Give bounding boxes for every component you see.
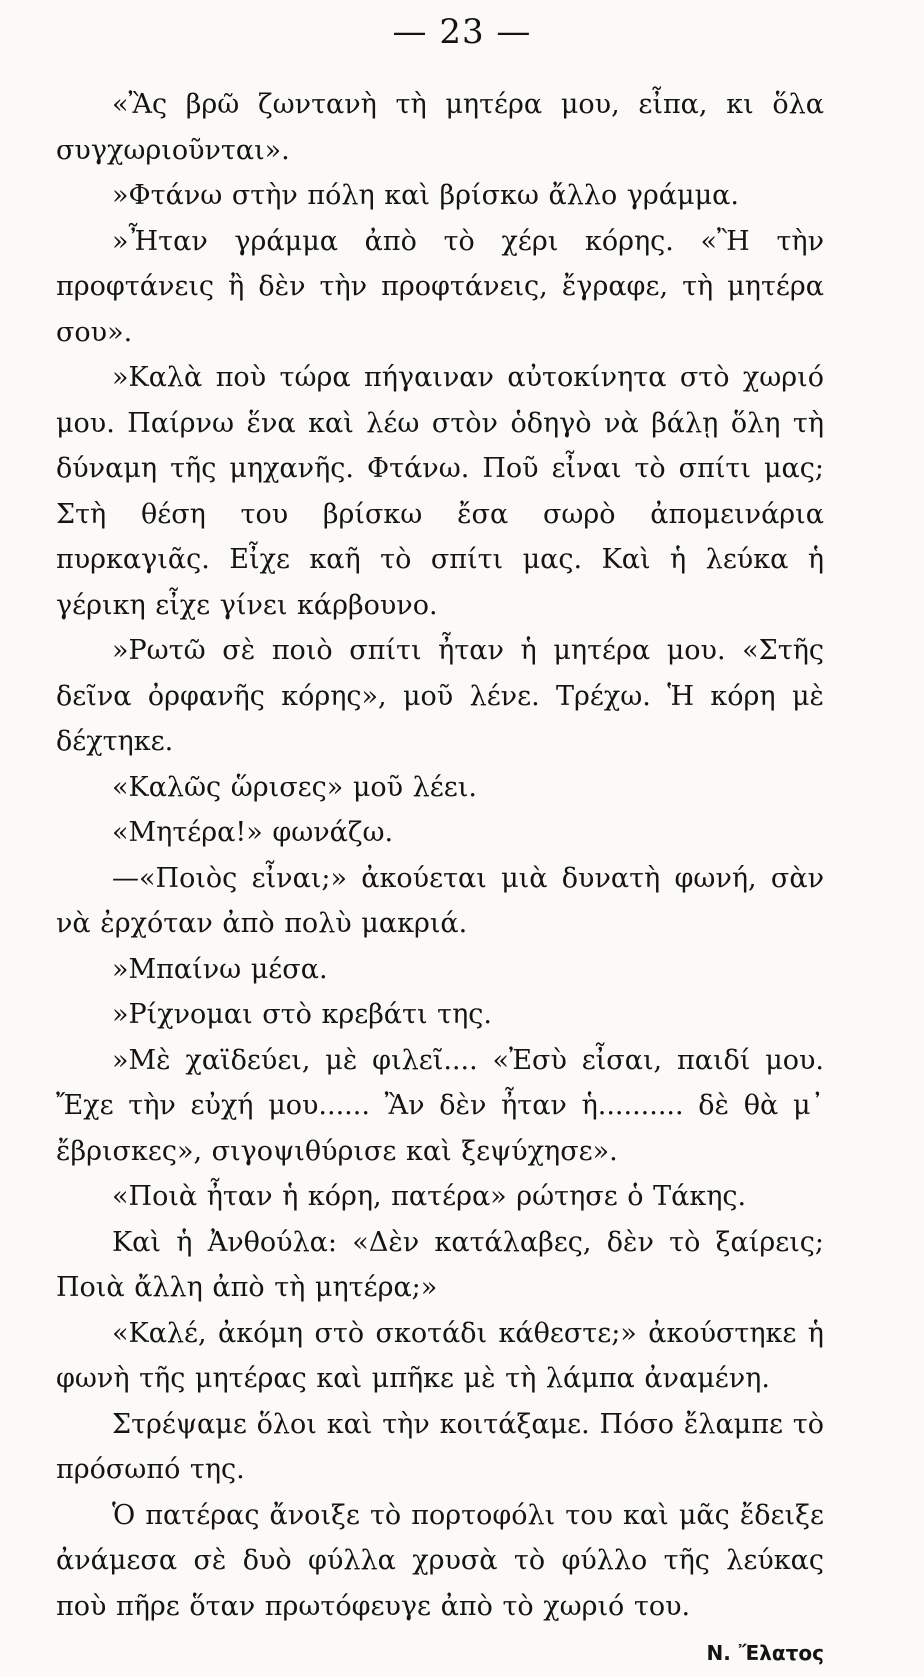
paragraph: Στρέψαμε ὅλοι καὶ τὴν κοιτάξαμε. Πόσο ἔλαμπε τὸ πρόσωπό της. — [56, 1408, 824, 1485]
paragraph-text: Ὁ πατέρας ἄνοιξε τὸ πορτοφόλι του καὶ μᾶς ἔδειξε ἀνάμεσα σὲ δυὸ φύλλα χρυσὰ τὸ φύλλο τῆς λεύκας ποὺ πῆρε ὅταν πρωτόφευγε ἀπὸ τὸ χωριό του. — [56, 1499, 824, 1622]
paragraph: «Ποιὰ ἦταν ἡ κόρη, πατέρα» ρώτησε ὁ Τάκης. — [112, 1181, 747, 1212]
paragraph: »Ρωτῶ σὲ ποιὸ σπίτι ἦταν ἡ μητέρα μου. «Στῆς δεῖνα ὀρφανῆς κόρης», μοῦ λένε. Τρέχω. Ἡ κόρη μὲ δέχτηκε. — [56, 635, 824, 757]
paragraph: «Καλέ, ἀκόμη στὸ σκοτάδι κάθεστε;» ἀκούστηκε ἡ φωνὴ τῆς μητέρας καὶ μπῆκε μὲ τὴ λάμπα ἀναμένη. — [56, 1317, 824, 1394]
page-number: — 23 — — [392, 12, 532, 52]
paragraph: »Ρίχνομαι στὸ κρεβάτι της. — [112, 999, 492, 1030]
paragraph: «Καλῶς ὥρισες» μοῦ λέει. — [112, 771, 477, 803]
page-text — [56, 82, 824, 1675]
paragraph: »Μπαίνω μέσα. — [112, 953, 328, 985]
paragraph: «Ἂς βρῶ ζωντανὴ τὴ μητέρα μου, εἶπα, κι ὅλα συγχωριοῦνται». — [56, 89, 824, 166]
paragraph: »Ἦταν γράμμα ἀπὸ τὸ χέρι κόρης. «Ἢ τὴν προφτάνεις ἢ δὲν τὴν προφτάνεις, ἔγραφε, τὴ μητέρα σου». — [56, 225, 824, 348]
paragraph: »Μὲ χαϊδεύει, μὲ φιλεῖ.... «Ἐσὺ εἶσαι, παιδί μου. Ἔχε τὴν εὐχή μου...... Ἂν δὲν ἦταν ἡ.......... δὲ θὰ μ᾽ ἔβρισκες», σιγοψιθύρισε καὶ ξεψύχησε». — [56, 1044, 824, 1167]
paragraph: «Μητέρα!» φωνάζω. — [112, 817, 394, 848]
paragraph: »Φτάνω στὴν πόλη καὶ βρίσκω ἄλλο γράμμα. — [112, 180, 739, 211]
paragraph: »Καλὰ ποὺ τώρα πήγαιναν αὐτοκίνητα στὸ χωριό μου. Παίρνω ἕνα καὶ λέω στὸν ὁδηγὸ νὰ βάλῃ ὅλη τὴ δύναμη τῆς μηχανῆς. Φτάνω. Ποῦ εἶναι τὸ σπίτι μας; Στὴ θέση του βρίσκω ἔσα σωρὸ ἀπομεινάρια πυρκαγιᾶς. Εἶχε καῆ τὸ σπίτι μας. Καὶ ἡ λεύκα ἡ γέρικη εἶχε γίνει κάρβουνο. — [56, 362, 824, 621]
paragraph: —«Ποιὸς εἶναι;» ἀκούεται μιὰ δυνατὴ φωνή, σὰν νὰ ἐρχόταν ἀπὸ πολὺ μακριά. — [56, 862, 824, 939]
paragraph: Καὶ ἡ Ἀνθούλα: «Δὲν κατάλαβες, δὲν τὸ ξαίρεις; Ποιὰ ἄλλη ἀπὸ τὴ μητέρα;» — [56, 1226, 824, 1303]
author-signature: Ν. Ἔλατος — [706, 1641, 824, 1665]
final-paragraph — [56, 1493, 824, 1665]
